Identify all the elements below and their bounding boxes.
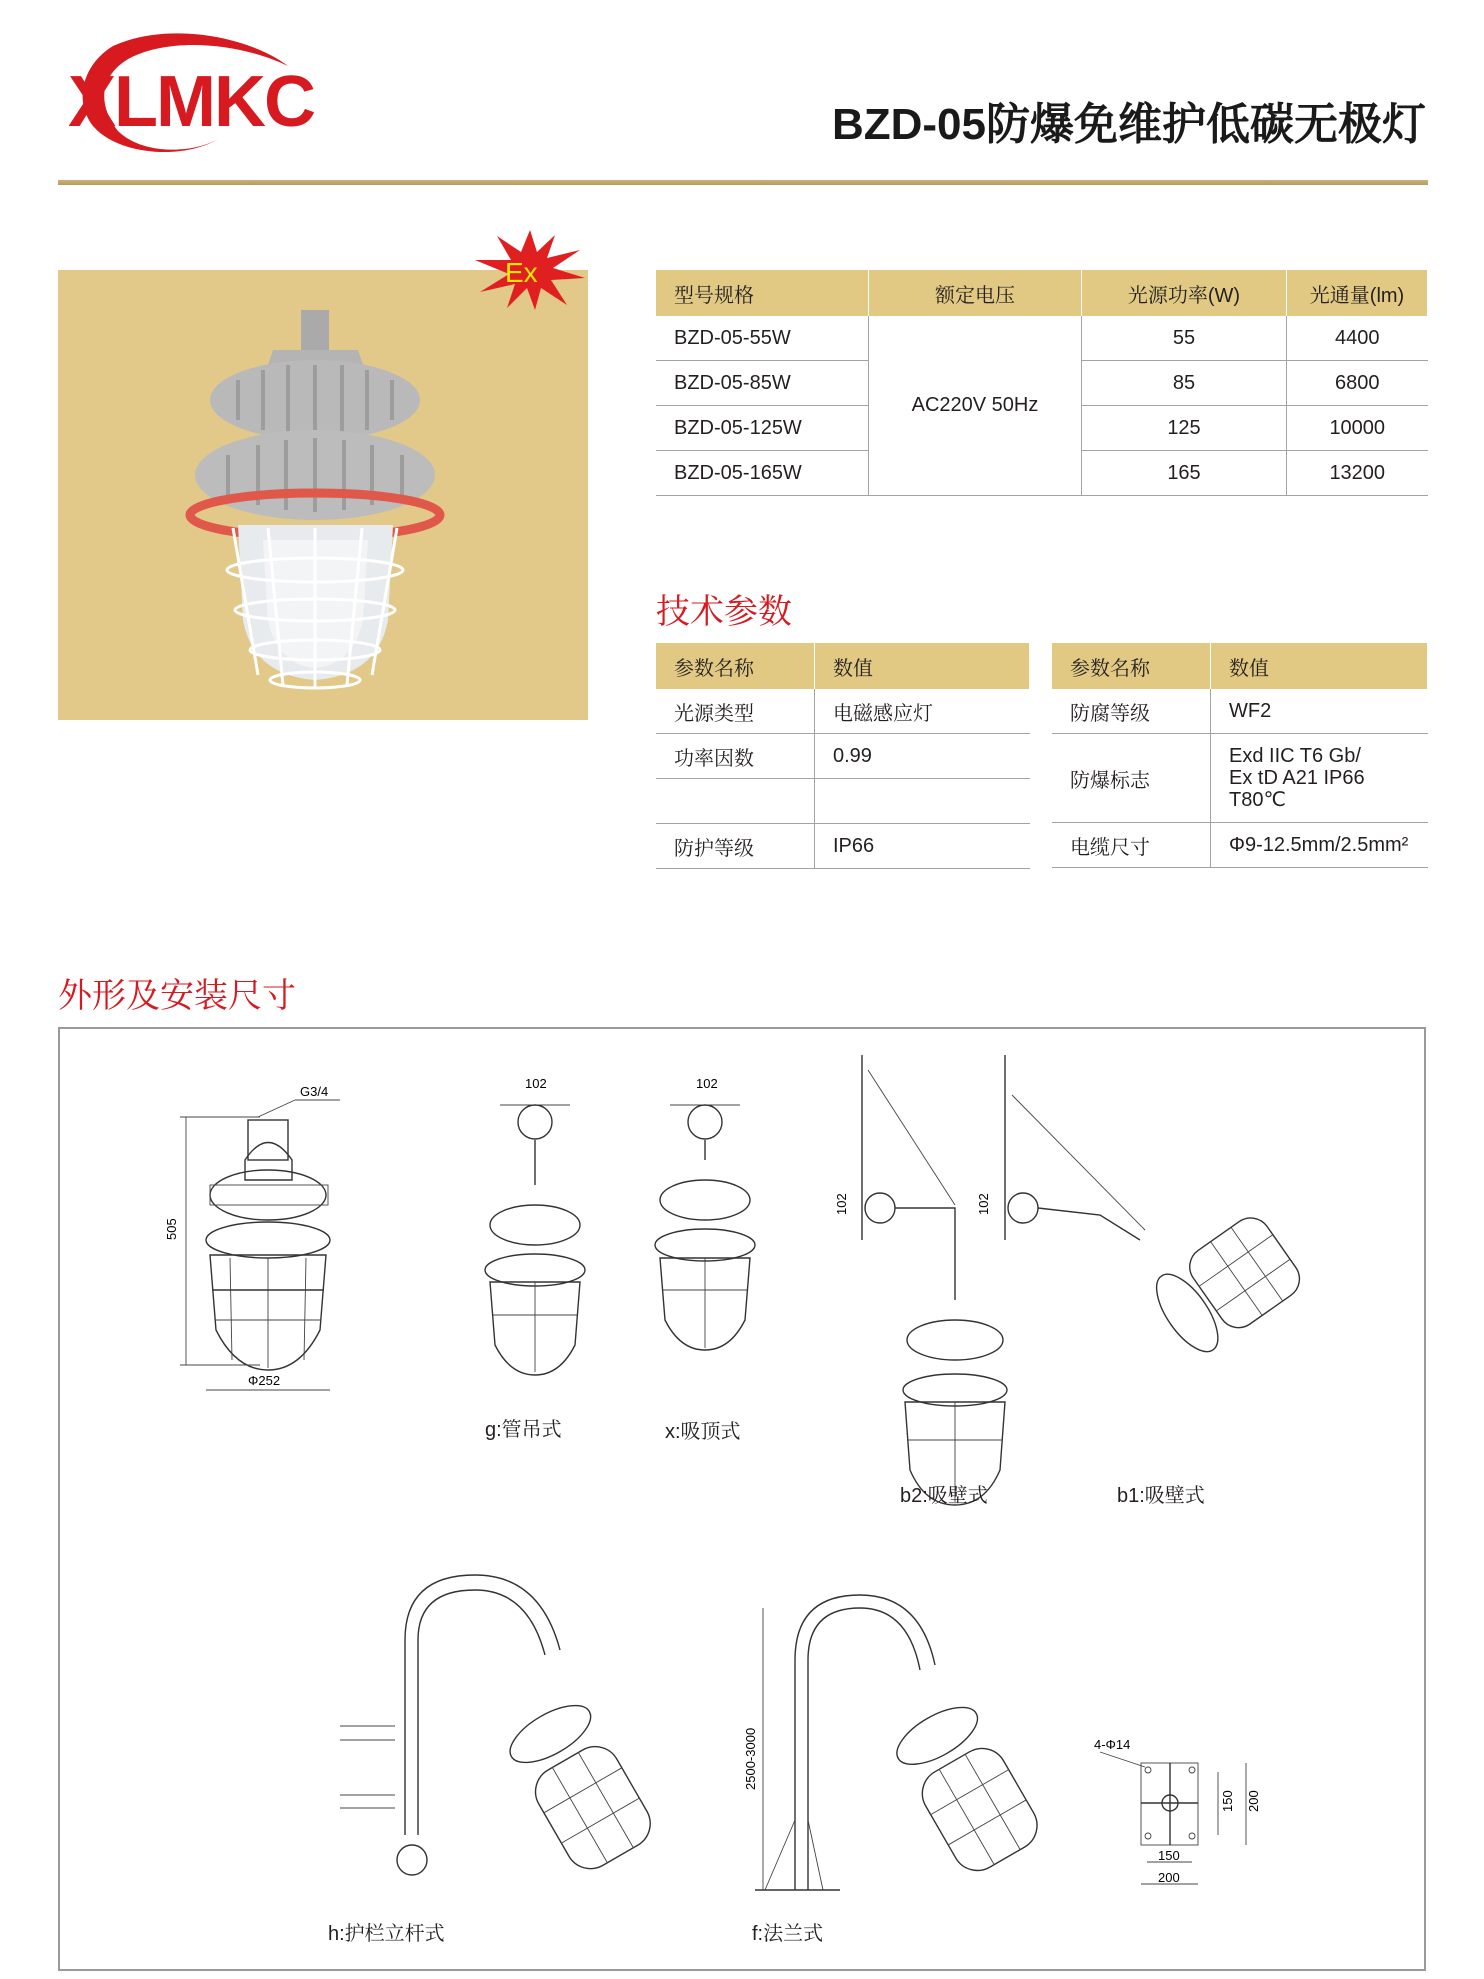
brand-text: XLMKC — [68, 62, 314, 142]
power-cell: 55 — [1082, 316, 1287, 361]
thread-size-label: G3/4 — [300, 1084, 329, 1099]
flange-pole-drawing — [755, 1595, 1246, 1890]
caption-wall-mount-b1: b1:吸壁式 — [1117, 1485, 1205, 1507]
power-cell: 125 — [1082, 406, 1287, 451]
flange-holes-label: 4-Φ14 — [1094, 1737, 1131, 1752]
flange-inner-width-label: 150 — [1158, 1848, 1180, 1863]
param-value: IP66 — [815, 824, 1030, 869]
param-value: Φ9-12.5mm/2.5mm² — [1211, 823, 1428, 868]
caption-pipe-pendant: g:管吊式 — [485, 1419, 562, 1441]
diameter-dimension-label: Φ252 — [248, 1373, 281, 1388]
col-param-value: 数值 — [1211, 643, 1428, 689]
flux-cell: 13200 — [1287, 451, 1428, 496]
param-value: 0.99 — [815, 734, 1030, 779]
ex-badge-text: Ex — [505, 257, 538, 288]
caption-flange-mount: f:法兰式 — [752, 1923, 824, 1945]
param-name: 防护等级 — [656, 824, 815, 869]
model-cell: BZD-05-125W — [656, 406, 869, 451]
ex-marking-line: Exd IIC T6 Gb/ — [1229, 745, 1361, 767]
col-voltage: 额定电压 — [869, 270, 1082, 316]
wall-offset-label-b1: 102 — [976, 1193, 991, 1215]
pole-height-label: 2500-3000 — [743, 1727, 758, 1790]
wall-offset-label-b2: 102 — [834, 1193, 849, 1215]
flange-outer-width-label: 200 — [1158, 1870, 1180, 1885]
main-lamp-drawing — [180, 1100, 340, 1390]
col-param-name: 参数名称 — [656, 643, 815, 689]
param-name: 防爆标志 — [1052, 734, 1211, 823]
param-name: 光源类型 — [656, 689, 815, 734]
col-param-value: 数值 — [815, 643, 1030, 689]
flux-cell: 6800 — [1287, 361, 1428, 406]
param-value: 电磁感应灯 — [815, 689, 1030, 734]
ex-marking-line: T80℃ — [1229, 789, 1286, 811]
model-cell: BZD-05-55W — [656, 316, 869, 361]
caption-wall-mount-b2: b2:吸壁式 — [900, 1485, 988, 1507]
flange-inner-height-label: 150 — [1220, 1790, 1235, 1812]
caption-guardrail-pole: h:护栏立杆式 — [328, 1923, 445, 1945]
guardrail-pole-drawing — [340, 1575, 659, 1878]
voltage-cell: AC220V 50Hz — [869, 316, 1082, 496]
col-param-name: 参数名称 — [1052, 643, 1211, 689]
col-model: 型号规格 — [656, 270, 869, 316]
param-name: 功率因数 — [656, 734, 815, 779]
dimensions-heading: 外形及安装尺寸 — [58, 977, 296, 1015]
power-cell: 165 — [1082, 451, 1287, 496]
model-cell: BZD-05-165W — [656, 451, 869, 496]
param-name: 电缆尺寸 — [1052, 823, 1211, 868]
model-cell: BZD-05-85W — [656, 361, 869, 406]
caption-ceiling-mount: x:吸顶式 — [665, 1421, 741, 1443]
pipe-pendant-drawing — [485, 1105, 585, 1375]
param-name: 防腐等级 — [1052, 689, 1211, 734]
page-title: BZD-05防爆免维护低碳无极灯 — [831, 100, 1426, 149]
power-cell: 85 — [1082, 361, 1287, 406]
wall-mount-b1-drawing — [1005, 1055, 1307, 1361]
ceiling-mount-drawing — [655, 1105, 755, 1350]
ex-marking-line: Ex tD A21 IP66 — [1229, 767, 1365, 789]
flux-cell: 4400 — [1287, 316, 1428, 361]
ceiling-width-label: 102 — [696, 1076, 718, 1091]
tech-params-heading: 技术参数 — [656, 593, 792, 631]
col-flux: 光通量(lm) — [1287, 270, 1428, 316]
flange-outer-height-label: 200 — [1246, 1790, 1261, 1812]
flux-cell: 10000 — [1287, 406, 1428, 451]
pendant-width-label: 102 — [525, 1076, 547, 1091]
col-power: 光源功率(W) — [1082, 270, 1287, 316]
wall-mount-b2-drawing — [862, 1055, 1007, 1505]
height-dimension-label: 505 — [164, 1218, 179, 1240]
param-value: WF2 — [1211, 689, 1428, 734]
